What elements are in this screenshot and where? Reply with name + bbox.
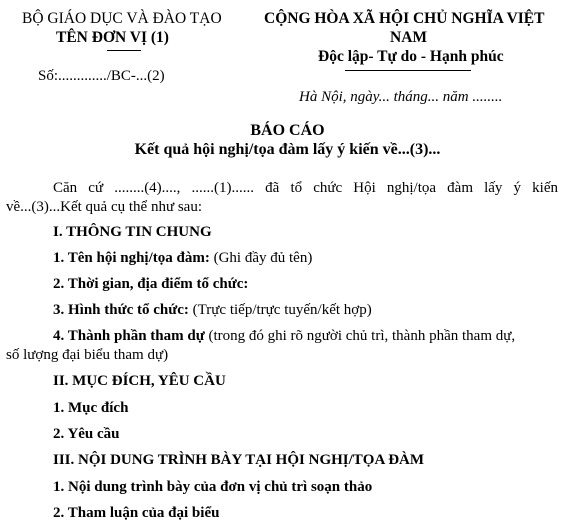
intro-line-2: về...(3)...Kết quả cụ thể như sau: (6, 199, 202, 215)
intro-word: Căn (53, 180, 78, 196)
report-title: BÁO CÁO (250, 122, 325, 139)
document-number: Số:............./BC-...(2) (38, 68, 165, 84)
section-1-item-1 (53, 250, 312, 267)
intro-word: ý (513, 180, 522, 196)
section-1-title: I. THÔNG TIN CHUNG (53, 224, 212, 240)
item-label: 1. Tên hội nghị/tọa đàm: (53, 250, 210, 266)
section-2-item-1: 1. Mục đích (53, 400, 129, 416)
intro-word: tổ (290, 180, 303, 196)
section-2-title: II. MỤC ĐÍCH, YÊU CẦU (53, 373, 226, 389)
intro-word: chức (313, 180, 343, 196)
intro-word: ......(1)...... (191, 180, 255, 196)
section-3-item-1: 1. Nội dung trình bày của đơn vị chủ trì soạn thảo (53, 479, 373, 495)
intro-word: nghị/tọa (386, 180, 437, 196)
intro-word: ........(4)...., (114, 180, 181, 196)
intro-word: Hội (353, 180, 376, 196)
unit-name: TÊN ĐƠN VỊ (1) (56, 29, 169, 46)
item-text: (Ghi đầy đủ tên) (209, 250, 313, 266)
place-date: Hà Nội, ngày... tháng... năm ........ (299, 89, 503, 105)
intro-word: đã (265, 180, 280, 196)
intro-word: cứ (88, 180, 104, 196)
intro-word: kiến (532, 180, 558, 196)
section-1-item-4-cont: số lượng đại biểu tham dự) (6, 347, 169, 363)
section-1-item-3 (53, 302, 372, 319)
section-1-item-4 (53, 328, 515, 345)
section-2-item-2: 2. Yêu cầu (53, 426, 120, 442)
report-subtitle: Kết quả hội nghị/tọa đàm lấy ý kiến về...(3)... (134, 141, 441, 158)
section-1-item-2: 2. Thời gian, địa điểm tổ chức: (53, 276, 249, 292)
unit-underline (107, 50, 141, 51)
motto: Độc lập- Tự do - Hạnh phúc (318, 48, 504, 65)
motto-underline (345, 70, 471, 71)
nation-title-line1: CỘNG HÒA XÃ HỘI CHỦ NGHĨA VIỆT (264, 10, 545, 27)
nation-title-line2: NAM (390, 29, 428, 46)
section-3-item-2: 2. Tham luận của đại biểu (53, 505, 220, 521)
intro-line-1 (53, 180, 558, 197)
ministry-name: BỘ GIÁO DỤC VÀ ĐÀO TẠO (22, 10, 222, 27)
intro-word: đàm (447, 180, 473, 196)
item-text: (trong đó ghi rõ người chủ trì, thành phần tham dự, (204, 328, 516, 344)
item-label: 3. Hình thức tổ chức: (53, 302, 189, 318)
section-3-title: III. NỘI DUNG TRÌNH BÀY TẠI HỘI NGHỊ/TỌA ĐÀM (53, 452, 425, 468)
item-label: 4. Thành phần tham dự (53, 328, 205, 344)
item-text: (Trực tiếp/trực tuyến/kết hợp) (188, 302, 372, 318)
intro-word: lấy (484, 180, 503, 196)
